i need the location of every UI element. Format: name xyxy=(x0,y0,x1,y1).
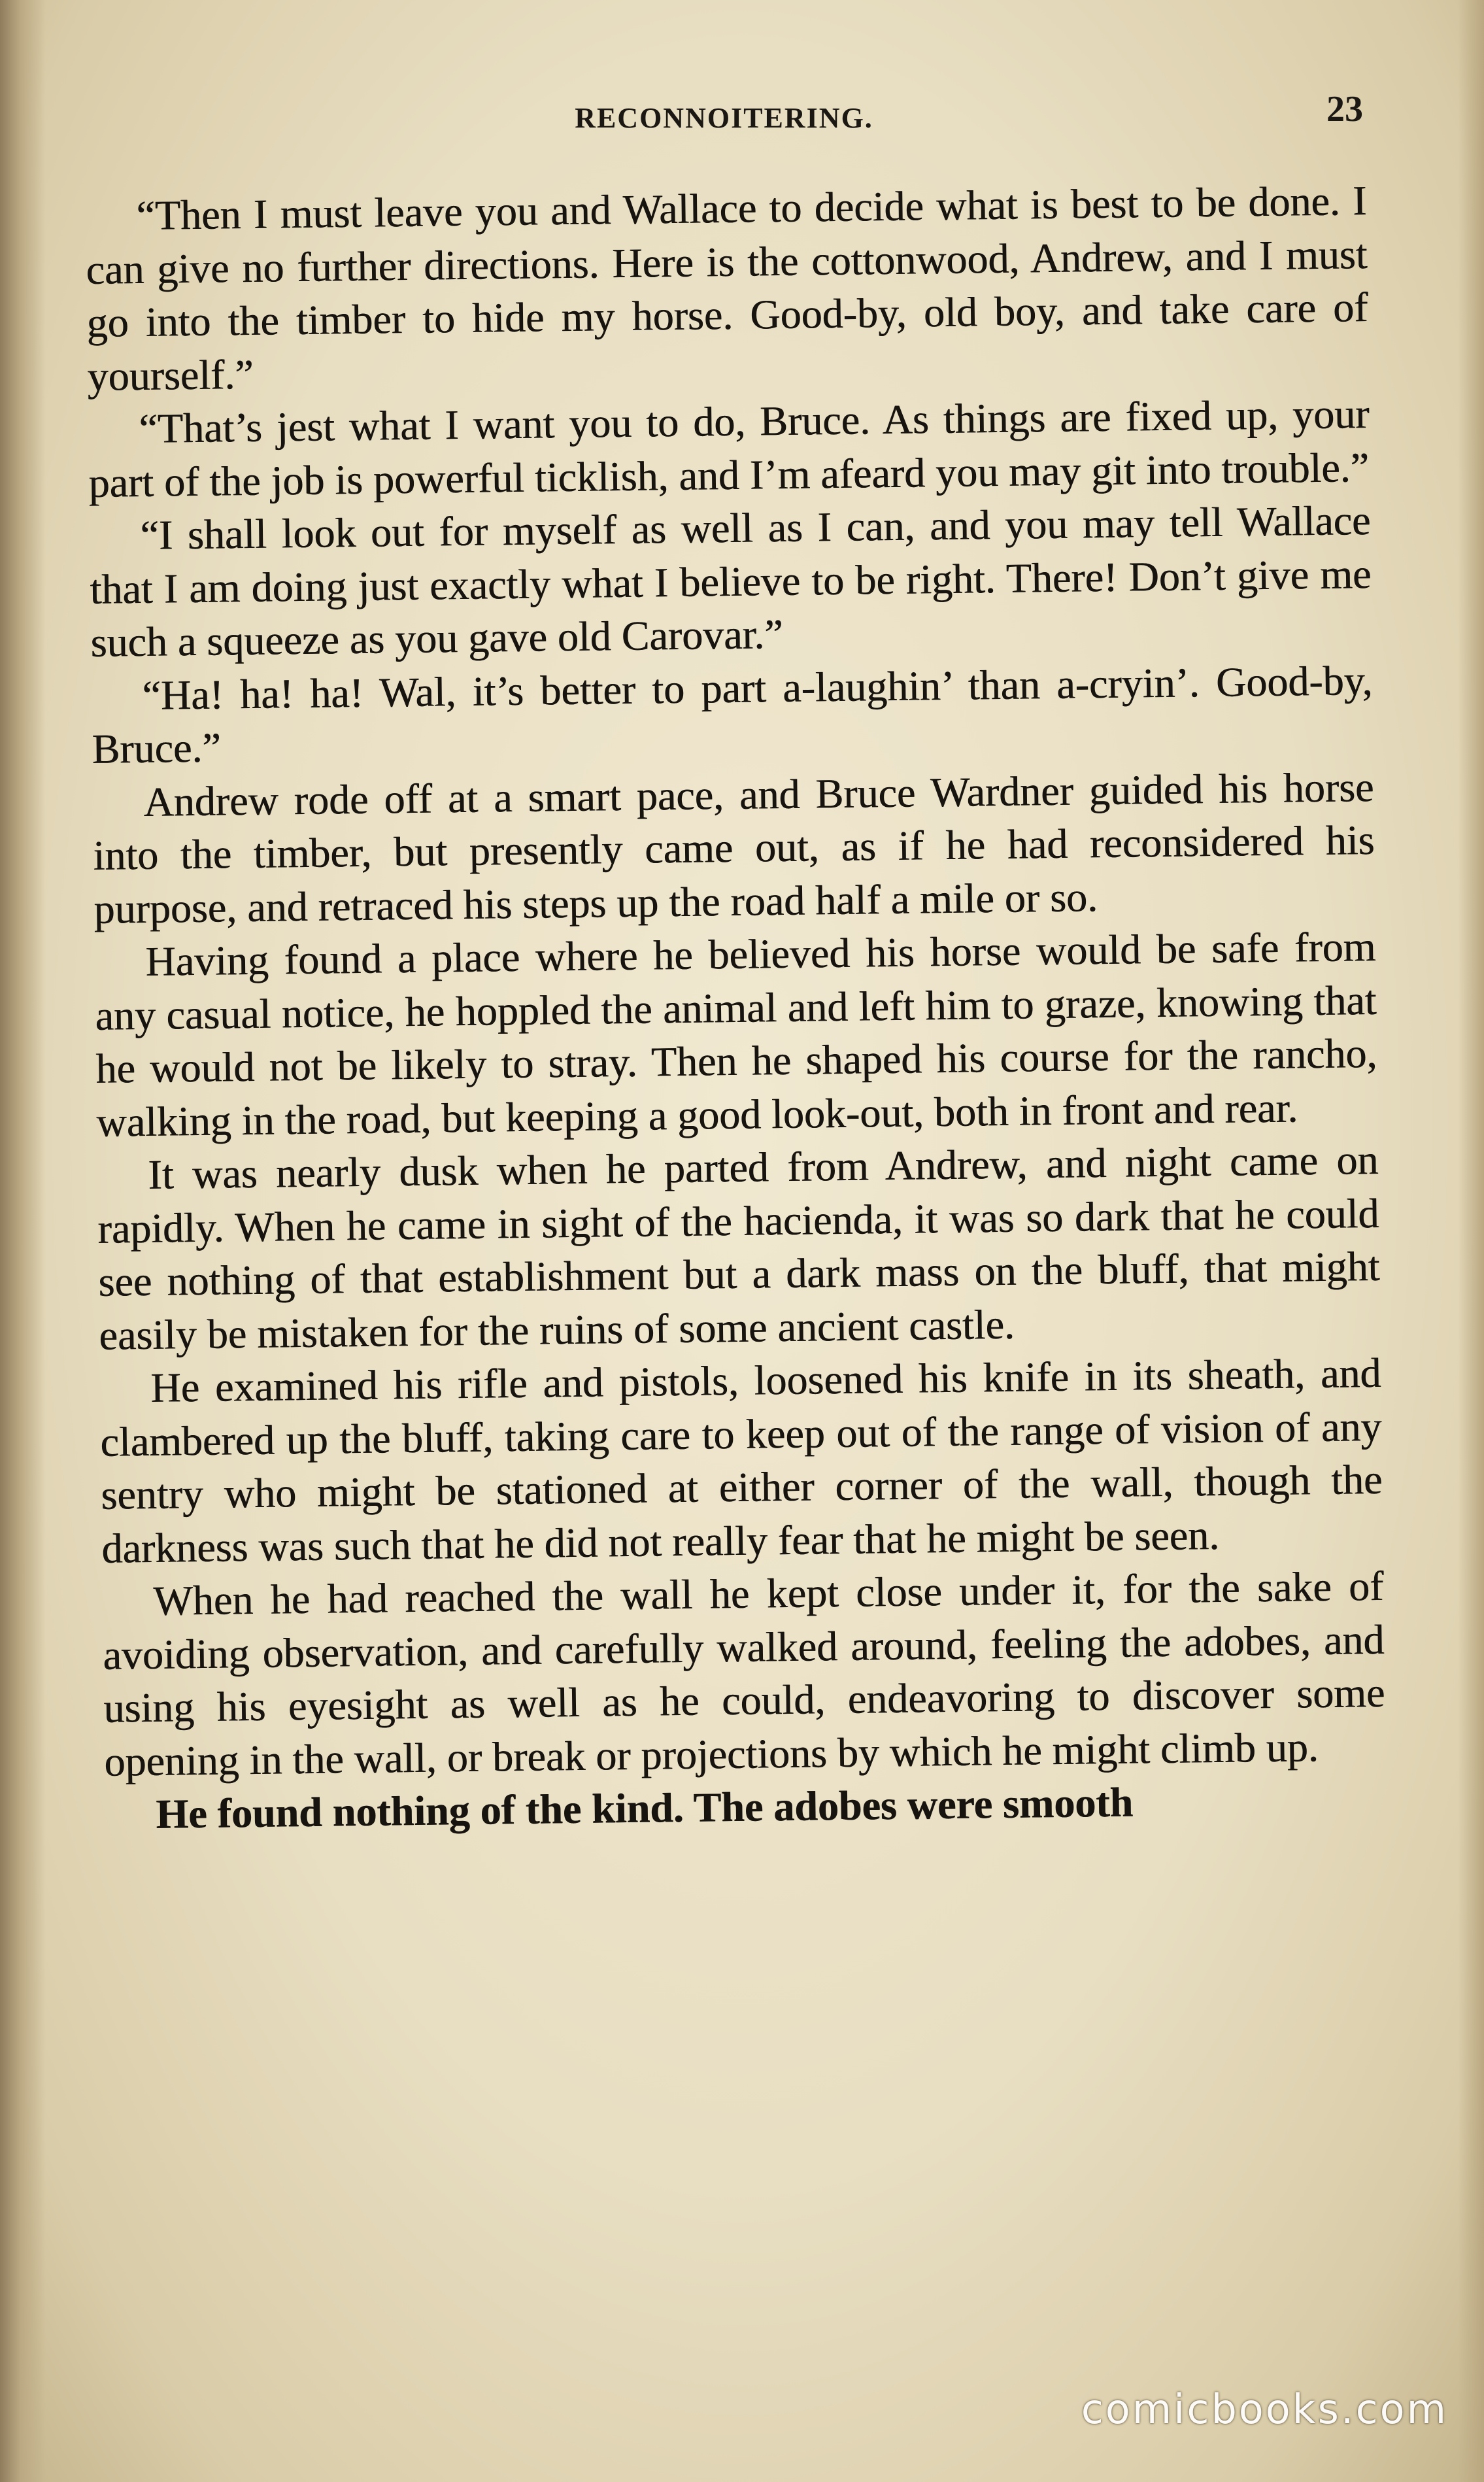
paragraph-10: He found nothing of the kind. The adobes were smooth xyxy=(155,1778,1134,1837)
running-head xyxy=(85,88,1363,147)
paragraph-1: “Then I must leave you and Wallace to decide what is best to be done. I can give no further directions. Here is the cottonwood, Andrew, and I must go into the timber to hide my horse. Good-by, old boy, and take care of yourself.” xyxy=(86,177,1368,400)
paragraph-9: When he had reached the wall he kept close under it, for the sake of avoiding observation, and carefully walked around, feeling the adobes, and using his eyesight as well as he could, endeavoring to discover some opening in the wall, or break or projections by which he might climb up. xyxy=(102,1562,1385,1785)
paragraph-2: “That’s jest what I want you to do, Bruce. As things are fixed up, your part of the job is powerful ticklish, and I’m afeard you may git into trouble.” xyxy=(88,390,1370,506)
page-number: 23 xyxy=(1326,89,1363,129)
paragraph-8: He examined his rifle and pistols, loosened his knife in its sheath, and clambered up the bluff, taking care to keep out of the range of vision of any sentry who might be stationed at either corner of the wall, though the darkness was such that he did not really fear that he might be seen. xyxy=(99,1349,1383,1572)
chapter-running-title: RECONNOITERING. xyxy=(575,102,873,134)
paragraph-3: “I shall look out for myself as well as I can, and you may tell Wallace that I am doing just exactly what I believe to be right. There! Don’t give me such a squeeze as you gave old Carovar.” xyxy=(90,497,1372,666)
watermark: comicbooks.com xyxy=(1081,2385,1448,2433)
paragraph-6: Having found a place where he believed his horse would be safe from any casual notice, he hoppled the animal and left him to graze, knowing that he would not be likely to stray. Then he shaped his course for the rancho, walking in the road, but keeping a good look-out, both in front and rear. xyxy=(94,923,1377,1146)
body-text xyxy=(85,174,1387,1841)
paragraph-5: Andrew rode off at a smart pace, and Bruce Wardner guided his horse into the timber, but presently came out, as if he had reconsidered his purpose, and retraced his steps up the road half a mile or so. xyxy=(93,763,1375,932)
paragraph-7: It was nearly dusk when he parted from Andrew, and night came on rapidly. When he came in sight of the hacienda, it was so dark that he could see nothing of that establishment but a dark mass on the bluff, that might easily be mistaken for the ruins of some ancient castle. xyxy=(97,1136,1380,1359)
paragraph-4: “Ha! ha! ha! Wal, it’s better to part a-laughin’ than a-cryin’. Good-by, Bruce.” xyxy=(92,656,1373,772)
